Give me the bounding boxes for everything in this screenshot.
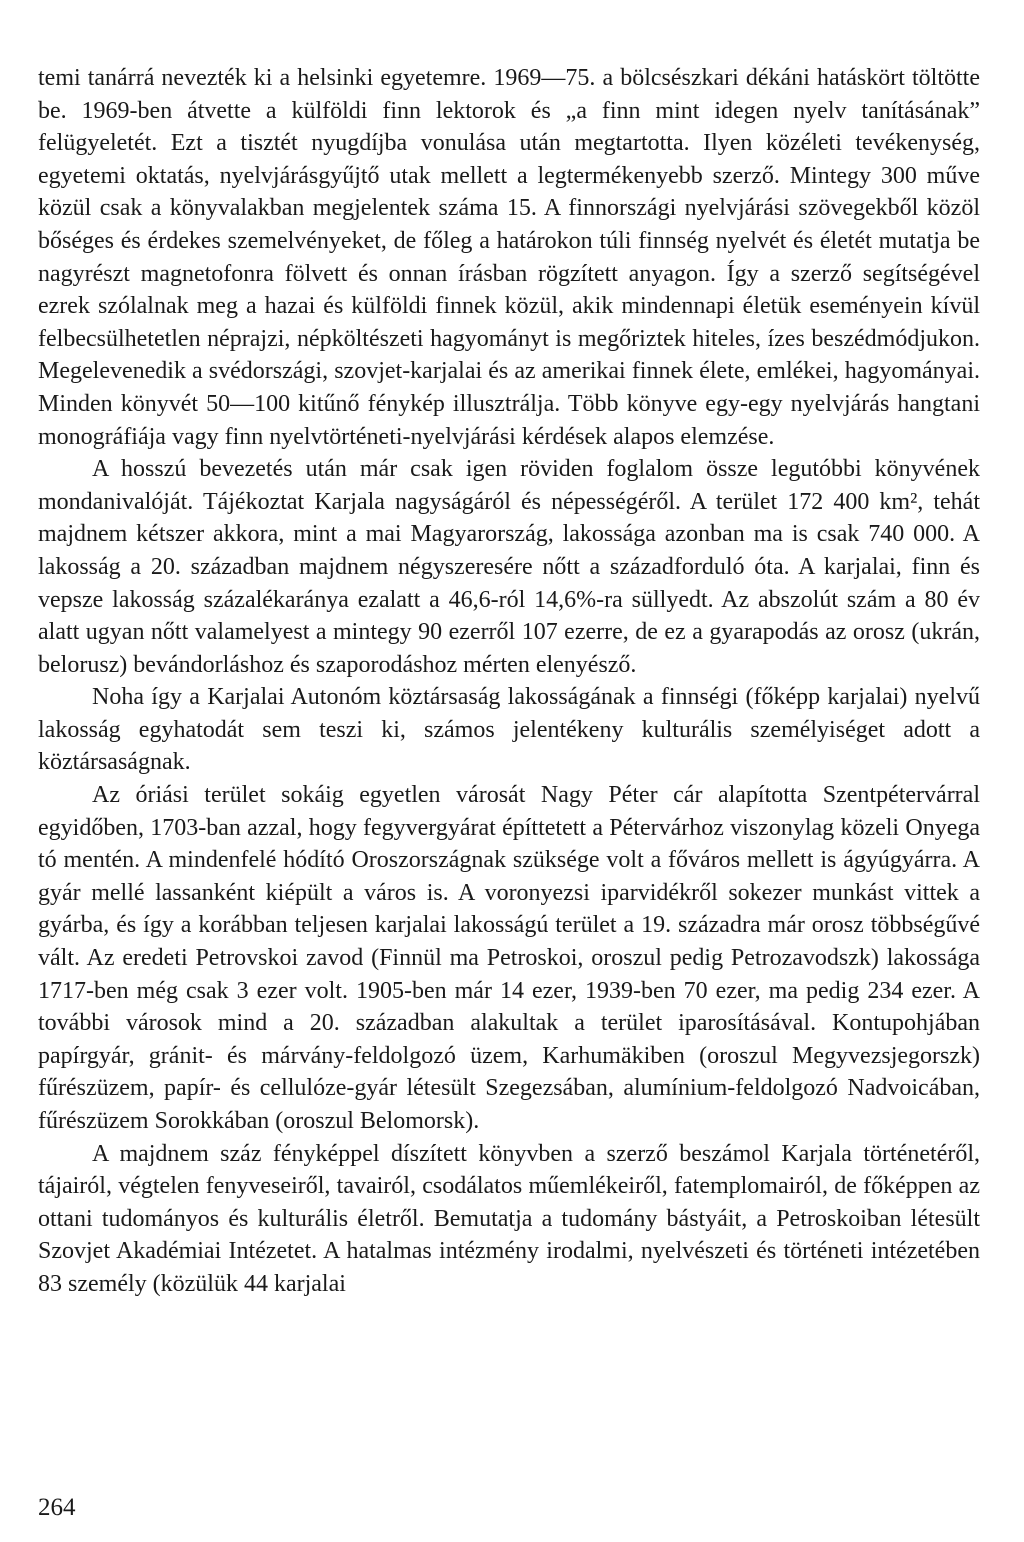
paragraph: Az óriási terület sokáig egyetlen városát Nagy Péter cár alapította Szentpétervárral egyidőben, 1703-ban azzal, hogy fegyvergyárat építtetett a Pétervárhoz viszonylag közeli Onyega tó mentén. A mindenfelé hódító Oroszországnak szüksége volt a főváros mellett is ágyúgyárra. A gyár mellé lassanként kiépült a város is. A voronyezsi iparvidékről sokezer munkást vittek a gyárba, és így a korábban teljesen karjalai lakosságú terület a 19. századra már orosz többségűvé vált. Az eredeti Petrovskoi zavod (Finnül ma Petroskoi, oroszul pedig Petrozavodszk) lakossága 1717-ben még csak 3 ezer volt. 1905-ben már 14 ezer, 1939-ben 70 ezer, ma pedig 234 ezer. A további városok mind a 20. században alakultak a terület iparosításával. Kontupohjában papírgyár, gránit- és márvány-feldolgozó üzem, Karhumäkiben (oroszul Megyvezsjegorszk) fűrészüzem, papír- és cellulóze-gyár létesült Szegezsában, alumínium-feldolgozó Nadvoicában, fűrészüzem Sorokkában (oroszul Belomorsk). — [38, 782, 980, 1134]
document-body — [38, 62, 980, 1301]
paragraph: A majdnem száz fényképpel díszített könyvben a szerző beszámol Karjala történetéről, tájairól, végtelen fenyveseiről, tavairól, csodálatos műemlékeiről, fatemplomairól, de főképpen az ottani tudományos és kulturális életről. Bemutatja a tudomány bástyáit, a Petroskoiban létesült Szovjet Akadémiai Intézetet. A hatalmas intézmény irodalmi, nyelvészeti és történeti intézetében 83 személy (közülük 44 karjalai — [38, 1140, 980, 1297]
paragraph: temi tanárrá nevezték ki a helsinki egyetemre. 1969—75. a bölcsészkari dékáni hatáskört töltötte be. 1969-ben átvette a külföldi finn lektorok és „a finn mint idegen nyelv tanításának” felügyeletét. Ezt a tisztét nyugdíjba vonulása után megtartotta. Ilyen közéleti tevékenység, egyetemi oktatás, nyelvjárásgyűjtő utak mellett a legtermékenyebb szerző. Mintegy 300 műve közül csak a könyvalakban megjelentek száma 15. A finnországi nyelvjárási szövegekből közöl bőséges és érdekes szemelvényeket, de főleg a határokon túli finnség nyelvét és életét mutatja be nagyrészt magnetofonra fölvett és onnan írásban rögzített anyagon. Így a szerző segítségével ezrek szólalnak meg a hazai és külföldi finnek közül, akik mindennapi életük eseményein kívül felbecsülhetetlen néprajzi, népköltészeti hagyományt is megőriztek hiteles, ízes beszédmódjukon. Megelevenedik a svédországi, szovjet-karjalai és az amerikai finnek élete, emlékei, hagyományai. Minden könyvét 50—100 kitűnő fénykép illusztrálja. Több könyve egy-egy nyelvjárás hangtani monográfiája vagy finn nyelvtörténeti-nyelvjárási kérdések alapos elemzése. — [38, 65, 980, 450]
page-number: 264 — [38, 1494, 76, 1521]
paragraph: A hosszú bevezetés után már csak igen röviden foglalom össze legutóbbi könyvének mondanivalóját. Tájékoztat Karjala nagyságáról és népességéről. A terület 172 400 km², tehát majdnem kétszer akkora, mint a mai Magyarország, lakossága azonban ma is csak 740 000. A lakosság a 20. században majdnem négyszeresére nőtt a századforduló óta. A karjalai, finn és vepsze lakosság százalékaránya ezalatt a 46,6-ról 14,6%-ra süllyedt. Az abszolút szám a 80 év alatt ugyan nőtt valamelyest a mintegy 90 ezerről 107 ezerre, de ez a gyarapodás az orosz (ukrán, belorusz) bevándorláshoz és szaporodáshoz mérten elenyésző. — [38, 456, 980, 678]
paragraph: Noha így a Karjalai Autonóm köztársaság lakosságának a finnségi (főképp karjalai) nyelvű lakosság egyhatodát sem teszi ki, számos jelentékeny kulturális személyiséget adott a köztársaságnak. — [38, 684, 980, 776]
